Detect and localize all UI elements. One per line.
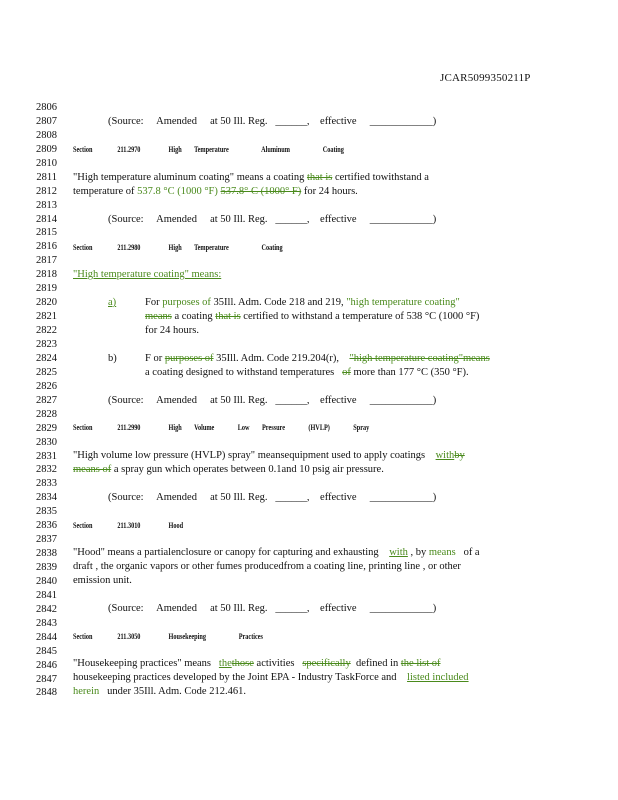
line-number: 2830 [36,436,57,448]
section-title-word: High [168,145,182,154]
section-title-word: High [168,243,182,252]
source-label: (Source: [108,492,144,503]
inserted-text: herein [73,686,100,697]
register-ref: at 50 Ill. Reg. [210,214,268,225]
text-run: a coating [174,311,213,322]
deleted-text: specifically [302,658,351,669]
line-number: 2811 [36,171,57,183]
line-number: 2816 [36,241,57,253]
line-number: 2818 [36,269,57,281]
deleted-text: means of [73,464,112,475]
section-word: Section [73,423,93,432]
text-run: certified to withstand a temperature of 538 °C (1000 °F) [243,311,480,322]
effective-blank: ____________) [369,214,437,225]
deleted-text: of [342,367,351,378]
inserted-text: listed included [407,672,469,683]
line-number: 2822 [36,325,57,337]
paragraph-3050-line2 [73,671,469,685]
line-number: 2838 [36,548,57,560]
text-run: For [145,297,160,308]
line-number: 2844 [36,631,57,643]
text-run: F or [145,353,163,364]
amended-label: Amended [156,116,197,127]
source-note [108,602,436,616]
subsection-a-line2 [145,310,479,324]
line-number: 2828 [36,408,57,420]
effective-blank: ____________) [369,395,437,406]
register-blank: ______, [275,395,310,406]
text-run: of a [463,547,480,558]
section-title-word: Aluminum [261,145,290,154]
section-title-word: Coating [322,145,344,154]
document-id-header: JCAR5099350211P [440,72,531,84]
register-ref: at 50 Ill. Reg. [210,492,268,503]
text-run: a coating designed to withstand temperatures [145,367,335,378]
paragraph-3050-line1 [73,657,441,671]
section-word: Section [73,521,93,530]
section-heading-2970 [73,143,344,157]
text-run: activities [256,658,295,669]
line-number: 2843 [36,617,57,629]
source-label: (Source: [108,395,144,406]
deleted-text: the list of [400,658,441,669]
text-run: b) [108,353,117,364]
deleted-text: 537.8° C (1000° F) [220,186,302,197]
effective-label: effective [320,492,357,503]
section-title-word: (HVLP) [308,423,330,432]
inserted-text: 537.8 °C (1000 °F) [137,186,218,197]
line-number: 2806 [36,102,57,113]
line-number: 2821 [36,311,57,323]
section-word: Section [73,145,93,154]
deleted-text: purposes of [164,353,214,364]
text-run: "Housekeeping practices" means [73,658,212,669]
paragraph-3050-line3 [73,685,246,699]
section-number: 211.2990 [117,423,141,432]
section-heading-3010 [73,519,183,533]
paragraph-3010-line2 [73,560,461,574]
deleted-text: those [231,658,254,669]
deleted-text: that is [306,172,333,183]
section-word: Section [73,243,93,252]
section-number: 211.3010 [117,521,141,530]
paragraph-3010-line3 [73,574,132,588]
text-run: "High temperature aluminum coating" means a coating [73,172,305,183]
subsection-b-line1 [145,352,490,366]
section-heading-2980 [73,241,283,255]
paragraph-2970-line1 [73,171,429,185]
text-run: temperature of [73,186,135,197]
line-number: 2823 [36,338,57,350]
section-word: Section [73,632,93,641]
subsection-a-label [108,296,116,310]
line-number: 2827 [36,394,57,406]
effective-blank: ____________) [369,116,437,127]
source-label: (Source: [108,214,144,225]
text-run: "High volume low pressure (HVLP) spray" meansequipment used to apply coatings [73,450,426,461]
section-title-word: Coating [261,243,283,252]
inserted-text: "High temperature coating" means: [73,269,222,280]
line-number: 2812 [36,185,57,197]
line-number: 2809 [36,143,57,155]
source-label: (Source: [108,603,144,614]
line-number: 2813 [36,199,57,211]
section-number: 211.2980 [117,243,141,252]
inserted-text: with [389,547,408,558]
section-title-word: Hood [168,521,184,530]
line-number: 2846 [36,659,57,671]
inserted-text: the [218,658,232,669]
subsection-b-line2 [145,366,469,380]
subsection-a-line1 [145,296,460,310]
register-blank: ______, [275,492,310,503]
section-title-word: Pressure [261,423,285,432]
line-number: 2832 [36,464,57,476]
register-ref: at 50 Ill. Reg. [210,603,268,614]
line-number: 2831 [36,450,57,462]
line-number: 2833 [36,478,57,490]
line-number: 2814 [36,213,57,225]
effective-blank: ____________) [369,603,437,614]
line-number: 2840 [36,575,57,587]
line-number: 2819 [36,283,57,295]
inserted-text: means [428,547,456,558]
effective-label: effective [320,395,357,406]
source-note [108,491,436,505]
text-run: housekeeping practices developed by the Joint EPA - Industry TaskForce and [73,672,397,683]
register-blank: ______, [275,116,310,127]
section-title-word: High [168,423,182,432]
section-title-word: Low [237,423,250,432]
paragraph-3010-line1 [73,546,480,560]
paragraph-2990-line2 [73,463,384,477]
paragraph-2990-line1 [73,449,465,463]
amended-label: Amended [156,214,197,225]
text-run: 35Ill. Adm. Code 219.204(r), [216,353,339,364]
amended-label: Amended [156,603,197,614]
line-number: 2847 [36,673,57,685]
line-number: 2824 [36,352,57,364]
section-title-word: Spray [353,423,370,432]
section-title-word: Housekeeping [168,632,206,641]
section-title-word: Practices [238,632,263,641]
line-number: 2810 [36,157,57,169]
text-run: "Hood" means a partialenclosure or canopy for capturing and exhausting [73,547,379,558]
subsection-a-line3 [145,324,199,338]
deleted-text: means [145,311,172,322]
inserted-text: with [435,450,455,461]
effective-label: effective [320,116,357,127]
line-number: 2834 [36,492,57,504]
line-number: 2829 [36,422,57,434]
line-number: 2841 [36,589,57,601]
line-number: 2820 [36,297,57,309]
line-number: 2842 [36,603,57,615]
section-number: 211.2970 [117,145,141,154]
line-number: 2837 [36,534,57,546]
section-title-word: Temperature [194,145,229,154]
inserted-text: a) [108,297,117,308]
subsection-b-label [108,352,117,366]
text-run: for 24 hours. [303,186,358,197]
text-run: more than 177 °C (350 °F). [353,367,469,378]
line-number: 2839 [36,562,57,574]
source-note [108,213,436,227]
register-ref: at 50 Ill. Reg. [210,116,268,127]
line-number: 2826 [36,380,57,392]
inserted-text: "high temperature coating" [346,297,460,308]
source-label: (Source: [108,116,144,127]
text-run: , by [410,547,427,558]
text-run: under 35Ill. Adm. Code 212.461. [107,686,246,697]
effective-label: effective [320,214,357,225]
section-number: 211.3050 [117,632,141,641]
text-run: a spray gun which operates between 0.1and 10 psig air pressure. [113,464,384,475]
line-number: 2807 [36,115,57,127]
section-heading-2990 [73,421,369,435]
effective-label: effective [320,603,357,614]
inserted-text: purposes of [162,297,211,308]
text-run: 35Ill. Adm. Code 218 and 219, [213,297,344,308]
section-heading-3050 [73,630,263,644]
register-blank: ______, [275,603,310,614]
line-number: 2835 [36,506,57,518]
text-run: emission unit. [73,575,132,586]
text-run: for 24 hours. [145,325,199,336]
line-number: 2845 [36,645,57,657]
line-number: 2815 [36,227,57,239]
deleted-text: "high temperature coating"means [349,353,490,364]
text-run: defined in [355,658,399,669]
paragraph-2970-line2 [73,185,358,199]
line-number: 2817 [36,255,57,267]
line-number: 2836 [36,520,57,532]
line-number: 2808 [36,129,57,141]
deleted-text: that is [215,311,241,322]
register-ref: at 50 Ill. Reg. [210,395,268,406]
source-note [108,394,436,408]
amended-label: Amended [156,395,197,406]
text-run: certified towithstand a [334,172,429,183]
paragraph-2980-intro [73,268,221,282]
line-number: 2848 [36,687,57,699]
text-run: draft , the organic vapors or other fumes producedfrom a coating line, printing line , or other [73,561,461,572]
line-number: 2825 [36,366,57,378]
source-note [108,115,436,129]
amended-label: Amended [156,492,197,503]
section-title-word: Temperature [194,243,229,252]
section-title-word: Volume [194,423,215,432]
register-blank: ______, [275,214,310,225]
effective-blank: ____________) [369,492,437,503]
deleted-text: by [454,450,465,461]
